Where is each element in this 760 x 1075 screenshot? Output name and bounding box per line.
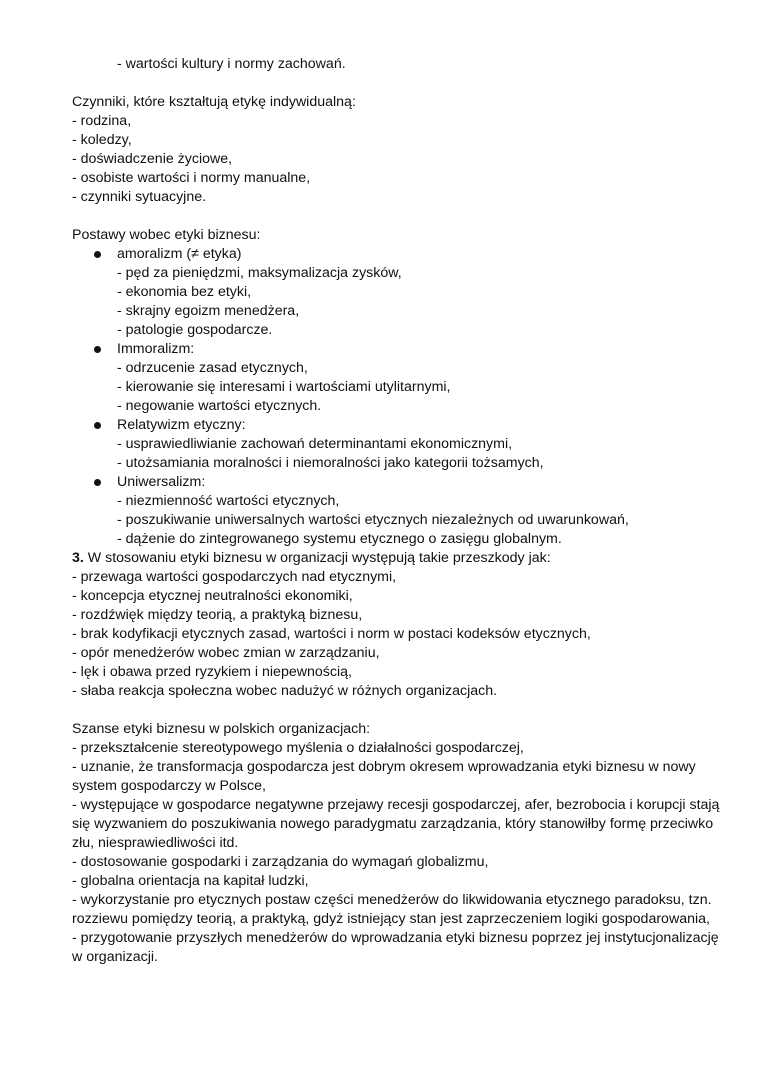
obstacle-item: - lęk i obawa przed ryzykiem i niepewnością, xyxy=(72,664,352,680)
document-body xyxy=(72,55,732,967)
sub-item: - patologie gospodarcze. xyxy=(117,322,273,338)
chance-line: - przekształcenie stereotypowego myślenia o działalności gospodarczej, xyxy=(72,740,524,756)
sub-item: - utożsamiania moralności i niemoralności jako kategorii tożsamych, xyxy=(117,455,544,471)
factor-item: - doświadczenie życiowe, xyxy=(72,151,233,167)
sub-item: - dążenie do zintegrowanego systemu etycznego o zasięgu globalnym. xyxy=(117,531,562,547)
bullet-item xyxy=(72,340,732,359)
sub-item: - ekonomia bez etyki, xyxy=(117,284,252,300)
factor-item: - rodzina, xyxy=(72,113,132,129)
sub-item: - niezmienność wartości etycznych, xyxy=(117,493,340,509)
obstacles-heading-text: W stosowaniu etyki biznesu w organizacji występują takie przeszkody jak: xyxy=(83,550,551,566)
bullet-icon xyxy=(94,251,101,258)
spacer xyxy=(72,701,732,720)
bullet-item xyxy=(72,245,732,264)
chance-line: się wyzwaniem do poszukiwania nowego paradygmatu zarządzania, który stanowiłby formę przeciwko xyxy=(72,816,714,832)
bullet-icon xyxy=(94,346,101,353)
sub-item: - usprawiedliwianie zachowań determinantami ekonomicznymi, xyxy=(117,436,513,452)
chance-line: rozziewu pomiędzy teorią, a praktyką, gdyż istniejący stan jest zaprzeczeniem logiki gospodarowania, xyxy=(72,911,710,927)
sub-item: - pęd za pieniędzmi, maksymalizacja zysków, xyxy=(117,265,402,281)
obstacle-item: - słaba reakcja społeczna wobec nadużyć w różnych organizacjach. xyxy=(72,683,498,699)
sub-item: - negowanie wartości etycznych. xyxy=(117,398,322,414)
chance-line: w organizacji. xyxy=(72,949,158,965)
sub-item: - poszukiwanie uniwersalnych wartości etycznych niezależnych od uwarunkowań, xyxy=(117,512,629,528)
attitudes-heading: Postawy wobec etyki biznesu: xyxy=(72,227,261,243)
bullet-title: amoralizm (≠ etyka) xyxy=(117,246,242,262)
chance-line: - dostosowanie gospodarki i zarządzania do wymagań globalizmu, xyxy=(72,854,489,870)
obstacle-item: - brak kodyfikacji etycznych zasad, wartości i norm w postaci kodeksów etycznych, xyxy=(72,626,591,642)
bullet-icon xyxy=(94,422,101,429)
factor-item: - osobiste wartości i normy manualne, xyxy=(72,170,311,186)
chance-line: - wykorzystanie pro etycznych postaw części menedżerów do likwidowania etycznego paradoksu, tzn. xyxy=(72,892,712,908)
bullet-icon xyxy=(94,479,101,486)
factors-heading: Czynniki, które kształtują etykę indywidualną: xyxy=(72,94,356,110)
chance-line: - globalna orientacja na kapitał ludzki, xyxy=(72,873,309,889)
chance-line: - występujące w gospodarce negatywne przejawy recesji gospodarczej, afer, bezrobocia i korupcji stają xyxy=(72,797,720,813)
obstacle-item: - koncepcja etycznej neutralności ekonomiki, xyxy=(72,588,353,604)
sub-item: - odrzucenie zasad etycznych, xyxy=(117,360,308,376)
section-number: 3. xyxy=(72,550,84,566)
obstacle-item: - opór menedżerów wobec zmian w zarządzaniu, xyxy=(72,645,380,661)
sub-item: - kierowanie się interesami i wartościami utylitarnymi, xyxy=(117,379,451,395)
bullet-item xyxy=(72,416,732,435)
bullet-item xyxy=(72,473,732,492)
bullet-title: Immoralizm: xyxy=(117,341,195,357)
chance-line: - przygotowanie przyszłych menedżerów do wprowadzania etyki biznesu poprzez jej instytucjonalizację xyxy=(72,930,719,946)
chance-line: - uznanie, że transformacja gospodarcza jest dobrym okresem wprowadzania etyki biznesu w nowy xyxy=(72,759,696,775)
sub-item: - skrajny egoizm menedżera, xyxy=(117,303,300,319)
obstacle-item: - przewaga wartości gospodarczych nad etycznymi, xyxy=(72,569,397,585)
obstacle-item: - rozdźwięk między teorią, a praktyką biznesu, xyxy=(72,607,363,623)
spacer xyxy=(72,207,732,226)
chance-line: złu, niesprawiedliwości itd. xyxy=(72,835,239,851)
chances-heading: Szanse etyki biznesu w polskich organizacjach: xyxy=(72,721,371,737)
factor-item: - czynniki sytuacyjne. xyxy=(72,189,207,205)
factor-item: - koledzy, xyxy=(72,132,132,148)
chance-line: system gospodarczy w Polsce, xyxy=(72,778,266,794)
bullet-title: Relatywizm etyczny: xyxy=(117,417,246,433)
spacer xyxy=(72,74,732,93)
intro-line: - wartości kultury i normy zachowań. xyxy=(117,56,346,72)
bullet-title: Uniwersalizm: xyxy=(117,474,206,490)
obstacles-heading xyxy=(72,549,732,568)
